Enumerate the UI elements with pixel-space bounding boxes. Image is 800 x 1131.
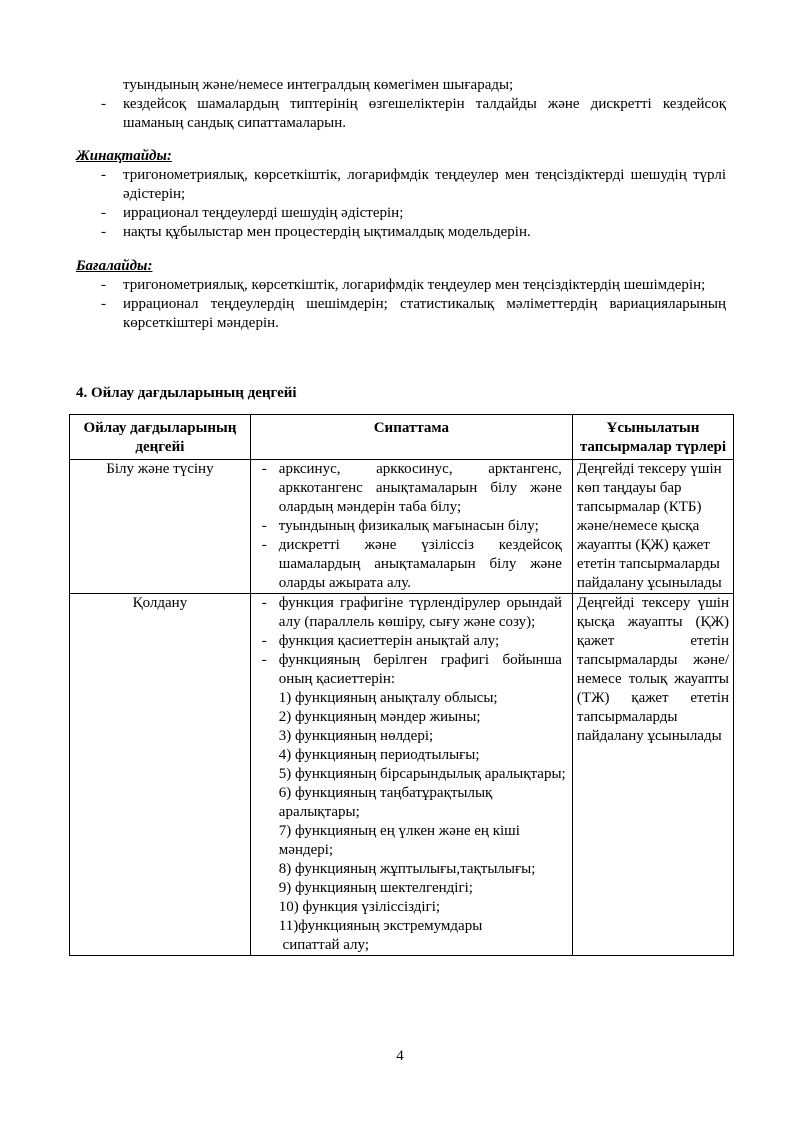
level-cell: Қолдану [70, 594, 251, 956]
task-types-cell: Деңгейді тексеру үшін қысқа жауапты (ҚЖ) қажет ететін тапсырмаларды және/немесе толық жауапты (ТЖ) қажет ететін тапсырмаларды пайдалану ұсынылады [572, 594, 733, 956]
list-item-text: иррационал теңдеулерді шешудің әдістерін; [123, 205, 404, 221]
table-row [70, 460, 734, 594]
list-item [255, 517, 568, 536]
list-item-text: нақты құбылыстар мен процестердің ықтималдық модельдерін. [123, 224, 531, 240]
section-heading-evaluate: Бағалайды: [76, 258, 153, 274]
property-item: 3) функцияның нөлдері; [278, 728, 434, 744]
thinking-skills-table [69, 414, 734, 956]
property-item: 1) функцияның анықталу облысы; [278, 690, 498, 706]
level-cell: Білу және түсіну [70, 460, 251, 594]
list-item [76, 204, 726, 223]
header-level: Ойлау дағдыларының деңгейі [70, 415, 251, 460]
property-item: 7) функцияның ең үлкен және ең кіші мәндері; [278, 823, 520, 858]
list-item [255, 536, 568, 593]
list-dash: - [101, 224, 106, 240]
list-dash: - [261, 518, 267, 534]
property-item: 2) функцияның мәндер жиыны; [278, 709, 481, 725]
property-item: сипаттай алу; [278, 937, 370, 953]
list-item [255, 460, 568, 517]
list-item [76, 223, 726, 242]
list-item-text: тригонометриялық, көрсеткіштік, логарифмдік теңдеулер мен теңсіздіктердің шешімдерін; [123, 277, 706, 293]
page-number: 4 [396, 1048, 404, 1064]
description-cell [250, 594, 572, 956]
list-item-text: туындының физикалық мағынасын білу; [278, 518, 539, 534]
list-dash: - [101, 205, 106, 221]
list-item-continuation [76, 76, 726, 95]
list-item [255, 594, 568, 632]
list-dash: - [101, 277, 106, 293]
property-item: 4) функцияның периодтылығы; [278, 747, 480, 763]
list-item-text: тригонометриялық, көрсеткіштік, логарифмдік теңдеулер мен теңсіздіктерді шешудің түрлі әдістерін; [123, 167, 726, 202]
list-item [76, 166, 726, 204]
list-item [255, 651, 568, 689]
list-item-text: функцияның берілген графигі бойынша оның қасиеттерін: [278, 652, 562, 687]
header-description: Сипаттама [250, 415, 572, 460]
list-item-text: функция қасиеттерін анықтай алу; [278, 633, 500, 649]
property-item: 6) функцияның таңбатұрақтылық аралықтары; [278, 785, 493, 820]
list-item [76, 95, 726, 133]
list-dash: - [261, 652, 267, 668]
property-item: 11)функцияның экстремумдары [278, 918, 483, 934]
section-title: 4. Ойлау дағдыларының деңгейі [76, 385, 297, 401]
list-item [76, 295, 726, 333]
property-item: 9) функцияның шектелгендігі; [278, 880, 473, 896]
header-task-types: Ұсынылатын тапсырмалар түрлері [572, 415, 733, 460]
task-types-cell: Деңгейді тексеру үшін көп таңдауы бар тапсырмалар (КТБ) және/немесе қысқа жауапты (ҚЖ) қажет ететін тапсырмаларды пайдалану ұсынылады [572, 460, 733, 594]
list-dash: - [261, 537, 267, 553]
learning-outcomes-block [76, 76, 726, 333]
property-item: 8) функцияның жұптылығы,тақтылығы; [278, 861, 536, 877]
list-item-text: иррационал теңдеулердің шешімдерін; статистикалық мәліметтердің вариацияларының көрсеткіштері мәндерін. [123, 296, 726, 331]
list-dash: - [101, 96, 106, 112]
list-item-text: арксинус, арккосинус, арктангенс, арккотангенс анықтамаларын білу және олардың мәндерін таба білу; [278, 461, 562, 515]
property-item: 5) функцияның бірсарындылық аралықтары; [278, 766, 566, 782]
list-item [76, 276, 726, 295]
table-row [70, 594, 734, 956]
description-cell [250, 460, 572, 594]
list-item-text: дискретті және үзіліссіз кездейсоқ шамалардың анықтамаларын білу және оларды ажырата алу. [278, 537, 562, 591]
list-dash: - [261, 595, 267, 611]
property-item: 10) функция үзіліссіздігі; [278, 899, 441, 915]
list-item-text: функция графигіне түрлендірулер орындай алу (параллель көшіру, сығу және созу); [278, 595, 562, 630]
list-item-text: туындының және/немесе интегралдың көмегімен шығарады; [123, 77, 514, 93]
list-dash: - [261, 633, 267, 649]
list-item [255, 632, 568, 651]
list-dash: - [261, 461, 267, 477]
list-dash: - [101, 167, 106, 183]
list-dash: - [101, 296, 106, 312]
table-header-row [70, 415, 734, 460]
section-heading-summarize: Жинақтайды: [76, 148, 172, 164]
list-item-text: кездейсоқ шамалардың типтерінің өзгешеліктерін талдайды және дискретті кездейсоқ шаманың сандық сипаттамаларын. [123, 96, 726, 131]
